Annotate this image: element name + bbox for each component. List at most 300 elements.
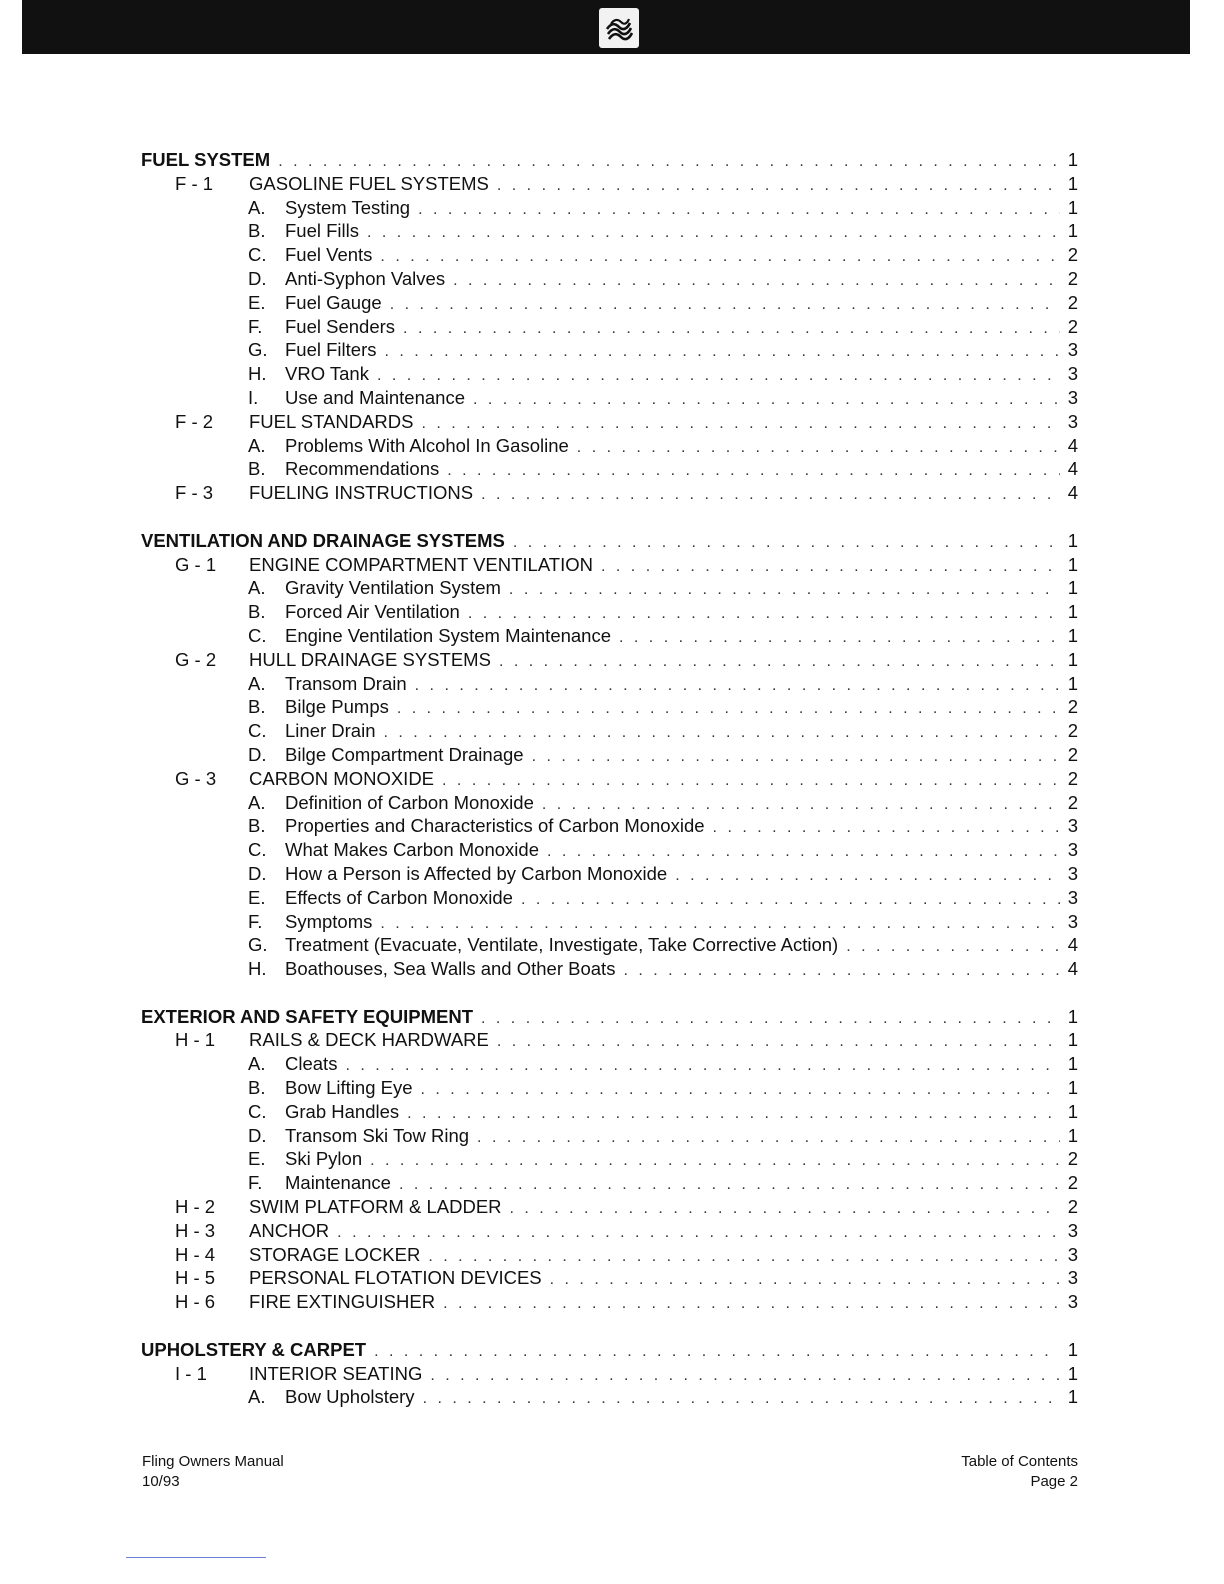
toc-item-code: G - 3 (175, 767, 217, 789)
toc-page-number: 4 (1067, 958, 1078, 980)
toc-entry-title: PERSONAL FLOTATION DEVICES (249, 1267, 542, 1289)
toc-entry-title: Fuel Filters (285, 339, 377, 361)
toc-page-number: 1 (1067, 1338, 1078, 1360)
toc-entry-title: Boathouses, Sea Walls and Other Boats (285, 958, 616, 980)
dot-leader (141, 1338, 1060, 1364)
toc-item-row[interactable] (0, 410, 1224, 434)
dot-leader (285, 1147, 1060, 1173)
toc-subitem-letter: F. (248, 1172, 263, 1194)
toc-subitem-letter: D. (248, 862, 267, 884)
toc-subitem-row[interactable] (0, 719, 1224, 743)
toc-page-number: 1 (1067, 1362, 1078, 1384)
toc-page-number: 2 (1067, 743, 1078, 765)
toc-subitem-letter: A. (248, 791, 266, 813)
toc-page-number: 1 (1067, 172, 1078, 194)
toc-page-number: 2 (1067, 291, 1078, 313)
leader-dots (497, 1030, 1060, 1054)
leader-dots (384, 721, 1061, 745)
toc-subitem-letter: A. (248, 1053, 266, 1075)
dot-leader (285, 576, 1060, 602)
toc-subitem-letter: B. (248, 601, 266, 623)
leader-dots (577, 436, 1060, 460)
dot-leader (285, 1124, 1060, 1150)
toc-entry-title: Maintenance (285, 1172, 391, 1194)
toc-entry-title: ANCHOR (249, 1219, 330, 1241)
leader-dots (418, 198, 1060, 222)
doc-section-label: Table of Contents (961, 1453, 1078, 1470)
leader-dots (397, 697, 1060, 721)
toc-subitem-letter: A. (248, 196, 266, 218)
leader-dots (367, 221, 1060, 245)
leader-dots (430, 1364, 1060, 1388)
toc-page-number: 1 (1067, 648, 1078, 670)
toc-page-number: 3 (1067, 862, 1078, 884)
toc-subitem-row[interactable] (0, 315, 1224, 339)
toc-page-number: 2 (1067, 267, 1078, 289)
toc-item-row[interactable] (0, 1290, 1224, 1314)
toc-entry-title: Treatment (Evacuate, Ventilate, Investigate, Take Corrective Action) (285, 934, 839, 956)
leader-dots (423, 1387, 1060, 1411)
dot-leader (249, 1243, 1060, 1269)
toc-item-code: F - 1 (175, 172, 214, 194)
dot-leader (285, 957, 1060, 983)
dot-leader (249, 1290, 1060, 1316)
toc-entry-title: Fuel Gauge (285, 291, 382, 313)
leader-dots (385, 340, 1061, 364)
toc-subitem-row[interactable] (0, 910, 1224, 934)
leader-dots (499, 650, 1060, 674)
dot-leader (285, 933, 1060, 959)
toc-entry-title: FUEL STANDARDS (249, 410, 414, 432)
manual-name: Fling Owners Manual (142, 1453, 284, 1470)
toc-entry-title: How a Person is Affected by Carbon Monoxide (285, 862, 668, 884)
toc-section-row[interactable] (0, 148, 1224, 172)
toc-subitem-letter: F. (248, 910, 263, 932)
toc-section (0, 1338, 1224, 1409)
toc-subitem-letter: E. (248, 886, 266, 908)
toc-page-number: 3 (1067, 1219, 1078, 1241)
dot-leader (249, 553, 1060, 579)
toc-item-row[interactable] (0, 1362, 1224, 1386)
toc-section (0, 529, 1224, 981)
toc-page-number: 3 (1067, 910, 1078, 932)
table-of-contents (0, 148, 1224, 1433)
toc-item-code: H - 4 (175, 1243, 216, 1265)
toc-subitem-row[interactable] (0, 672, 1224, 696)
toc-entry-title: FUELING INSTRUCTIONS (249, 482, 474, 504)
dot-leader (285, 910, 1060, 936)
toc-page-number: 2 (1067, 696, 1078, 718)
toc-item-row[interactable] (0, 767, 1224, 791)
leader-dots (403, 317, 1060, 341)
toc-subitem-letter: C. (248, 1100, 267, 1122)
dot-leader (285, 600, 1060, 626)
toc-page-number: 3 (1067, 886, 1078, 908)
leader-dots (421, 412, 1060, 436)
dot-leader (249, 410, 1060, 436)
toc-entry-title: CARBON MONOXIDE (249, 767, 435, 789)
toc-page-number: 1 (1067, 624, 1078, 646)
toc-subitem-letter: A. (248, 672, 266, 694)
dot-leader (249, 172, 1060, 198)
dot-leader (285, 291, 1060, 317)
toc-page-number: 2 (1067, 315, 1078, 337)
toc-page-number: 3 (1067, 839, 1078, 861)
toc-entry-title: Grab Handles (285, 1100, 400, 1122)
toc-page-number: 4 (1067, 458, 1078, 480)
toc-section (0, 1005, 1224, 1314)
toc-subitem-row[interactable] (0, 1147, 1224, 1171)
dot-leader (285, 1385, 1060, 1411)
toc-subitem-row[interactable] (0, 695, 1224, 719)
toc-subitem-letter: C. (248, 244, 267, 266)
toc-subitem-letter: A. (248, 577, 266, 599)
toc-subitem-row[interactable] (0, 243, 1224, 267)
toc-page-number: 1 (1067, 149, 1078, 170)
toc-subitem-row[interactable] (0, 291, 1224, 315)
leader-dots (468, 602, 1060, 626)
toc-section-row[interactable] (0, 1005, 1224, 1029)
dot-leader (285, 219, 1060, 245)
toc-page-number: 1 (1067, 1029, 1078, 1051)
toc-subitem-row[interactable] (0, 219, 1224, 243)
dot-leader (285, 862, 1060, 888)
toc-subitem-row[interactable] (0, 576, 1224, 600)
manual-date: 10/93 (142, 1473, 180, 1490)
toc-item-row[interactable] (0, 1266, 1224, 1290)
dot-leader (285, 695, 1060, 721)
toc-subitem-row[interactable] (0, 362, 1224, 386)
toc-subitem-letter: G. (248, 934, 268, 956)
toc-subitem-letter: B. (248, 1077, 266, 1099)
dot-leader (285, 338, 1060, 364)
toc-subitem-row[interactable] (0, 1385, 1224, 1409)
waves-logo-icon (599, 8, 639, 48)
toc-subitem-row[interactable] (0, 1100, 1224, 1124)
toc-entry-title: Cleats (285, 1053, 338, 1075)
toc-page-number: 1 (1067, 577, 1078, 599)
toc-page-number: 4 (1067, 482, 1078, 504)
leader-dots (370, 1149, 1060, 1173)
toc-entry-title: FUEL SYSTEM (141, 149, 271, 170)
toc-entry-title: Transom Ski Tow Ring (285, 1124, 470, 1146)
toc-subitem-letter: G. (248, 339, 268, 361)
leader-dots (345, 1054, 1060, 1078)
leader-dots (601, 555, 1060, 579)
dot-leader (285, 457, 1060, 483)
leader-dots (547, 840, 1060, 864)
dot-leader (141, 529, 1060, 555)
toc-entry-title: Liner Drain (285, 720, 376, 742)
toc-entry-title: RAILS & DECK HARDWARE (249, 1029, 489, 1051)
toc-subitem-letter: B. (248, 220, 266, 242)
toc-subitem-row[interactable] (0, 386, 1224, 410)
dot-leader (249, 1028, 1060, 1054)
dot-leader (285, 1171, 1060, 1197)
toc-subitem-row[interactable] (0, 196, 1224, 220)
dot-leader (285, 434, 1060, 460)
page-number: Page 2 (1030, 1473, 1078, 1490)
toc-page-number: 1 (1067, 220, 1078, 242)
dot-leader (249, 1195, 1060, 1221)
toc-page-number: 1 (1067, 1386, 1078, 1408)
dot-leader (285, 267, 1060, 293)
top-banner (22, 0, 1190, 54)
toc-entry-title: Bow Lifting Eye (285, 1077, 413, 1099)
dot-leader (285, 838, 1060, 864)
leader-dots (713, 816, 1060, 840)
toc-entry-title: UPHOLSTERY & CARPET (141, 1338, 367, 1360)
toc-subitem-letter: E. (248, 291, 266, 313)
toc-item-code: H - 6 (175, 1291, 216, 1313)
toc-item-row[interactable] (0, 1028, 1224, 1052)
toc-subitem-letter: I. (248, 386, 259, 408)
dot-leader (285, 719, 1060, 745)
toc-entry-title: VRO Tank (285, 363, 369, 385)
toc-page-number: 1 (1067, 672, 1078, 694)
toc-page-number: 2 (1067, 1148, 1078, 1170)
dot-leader (285, 362, 1060, 388)
toc-subitem-letter: H. (248, 958, 267, 980)
toc-subitem-letter: C. (248, 839, 267, 861)
leader-dots (521, 888, 1060, 912)
leader-dots (550, 1268, 1060, 1292)
toc-item-code: F - 3 (175, 482, 214, 504)
toc-item-row[interactable] (0, 172, 1224, 196)
dot-leader (249, 1362, 1060, 1388)
dot-leader (285, 243, 1060, 269)
footer-left (142, 1452, 284, 1492)
toc-page-number: 1 (1067, 1100, 1078, 1122)
toc-entry-title: Gravity Ventilation System (285, 577, 501, 599)
toc-subitem-row[interactable] (0, 791, 1224, 815)
toc-subitem-letter: D. (248, 743, 267, 765)
leader-dots (619, 626, 1060, 650)
toc-item-code: F - 2 (175, 410, 214, 432)
toc-entry-title: VENTILATION AND DRAINAGE SYSTEMS (141, 529, 505, 551)
toc-entry-title: Transom Drain (285, 672, 407, 694)
toc-page-number: 3 (1067, 1243, 1078, 1265)
toc-subitem-letter: A. (248, 434, 266, 456)
toc-subitem-row[interactable] (0, 338, 1224, 362)
toc-subitem-letter: C. (248, 624, 267, 646)
toc-subitem-row[interactable] (0, 457, 1224, 481)
toc-subitem-letter: H. (248, 363, 267, 385)
toc-page-number: 3 (1067, 815, 1078, 837)
toc-page-number: 4 (1067, 934, 1078, 956)
toc-subitem-row[interactable] (0, 434, 1224, 458)
toc-page-number: 2 (1067, 767, 1078, 789)
dot-leader (285, 196, 1060, 222)
toc-subitem-row[interactable] (0, 933, 1224, 957)
toc-entry-title: Effects of Carbon Monoxide (285, 886, 513, 908)
toc-entry-title: Bilge Pumps (285, 696, 389, 718)
divider-line (126, 1557, 266, 1558)
dot-leader (249, 1266, 1060, 1292)
toc-entry-title: ENGINE COMPARTMENT VENTILATION (249, 553, 594, 575)
toc-section-row[interactable] (0, 529, 1224, 553)
leader-dots (377, 364, 1060, 388)
toc-subitem-row[interactable] (0, 743, 1224, 767)
toc-item-code: H - 5 (175, 1267, 216, 1289)
toc-subitem-row[interactable] (0, 1124, 1224, 1148)
leader-dots (532, 745, 1060, 769)
toc-page-number: 3 (1067, 363, 1078, 385)
leader-dots (513, 531, 1060, 555)
leader-dots (443, 1292, 1060, 1316)
toc-item-code: H - 2 (175, 1196, 216, 1218)
toc-item-code: H - 1 (175, 1029, 216, 1051)
dot-leader (285, 814, 1060, 840)
toc-entry-title: Bilge Compartment Drainage (285, 743, 524, 765)
toc-entry-title: Fuel Senders (285, 315, 396, 337)
toc-entry-title: Fuel Vents (285, 244, 373, 266)
toc-page-number: 2 (1067, 720, 1078, 742)
toc-entry-title: GASOLINE FUEL SYSTEMS (249, 172, 489, 194)
toc-entry-title: Symptoms (285, 910, 373, 932)
leader-dots (421, 1078, 1060, 1102)
toc-subitem-row[interactable] (0, 267, 1224, 291)
leader-dots (846, 935, 1060, 959)
dot-leader (249, 1219, 1060, 1245)
toc-subitem-letter: B. (248, 458, 266, 480)
toc-subitem-letter: D. (248, 267, 267, 289)
toc-item-code: I - 1 (175, 1362, 207, 1384)
footer-right (961, 1452, 1078, 1492)
toc-page-number: 1 (1067, 601, 1078, 623)
leader-dots (337, 1221, 1060, 1245)
toc-page-number: 3 (1067, 386, 1078, 408)
toc-item-row[interactable] (0, 481, 1224, 505)
toc-item-code: G - 1 (175, 553, 217, 575)
toc-page-number: 1 (1067, 196, 1078, 218)
toc-item-row[interactable] (0, 1195, 1224, 1219)
dot-leader (285, 386, 1060, 412)
leader-dots (442, 769, 1060, 793)
toc-entry-title: System Testing (285, 196, 411, 218)
toc-entry-title: Fuel Fills (285, 220, 360, 242)
dot-leader (285, 1052, 1060, 1078)
toc-page-number: 2 (1067, 1196, 1078, 1218)
toc-entry-title: SWIM PLATFORM & LADDER (249, 1196, 502, 1218)
toc-entry-title: Use and Maintenance (285, 386, 465, 408)
toc-item-row[interactable] (0, 648, 1224, 672)
leader-dots (278, 150, 1060, 174)
leader-dots (542, 793, 1060, 817)
toc-subitem-letter: B. (248, 696, 266, 718)
toc-entry-title: INTERIOR SEATING (249, 1362, 423, 1384)
toc-entry-title: What Makes Carbon Monoxide (285, 839, 539, 861)
toc-page-number: 1 (1067, 1005, 1078, 1027)
leader-dots (510, 1197, 1060, 1221)
toc-subitem-row[interactable] (0, 1052, 1224, 1076)
leader-dots (623, 959, 1060, 983)
toc-subitem-row[interactable] (0, 957, 1224, 981)
toc-page-number: 3 (1067, 1267, 1078, 1289)
toc-entry-title: Engine Ventilation System Maintenance (285, 624, 612, 646)
leader-dots (497, 174, 1060, 198)
dot-leader (249, 767, 1060, 793)
toc-entry-title: Definition of Carbon Monoxide (285, 791, 534, 813)
leader-dots (380, 245, 1060, 269)
toc-page-number: 1 (1067, 1053, 1078, 1075)
toc-page-number: 1 (1067, 1124, 1078, 1146)
toc-entry-title: Bow Upholstery (285, 1386, 415, 1408)
toc-item-row[interactable] (0, 1219, 1224, 1243)
toc-subitem-row[interactable] (0, 624, 1224, 648)
leader-dots (473, 388, 1060, 412)
toc-section (0, 148, 1224, 505)
leader-dots (380, 912, 1060, 936)
toc-entry-title: HULL DRAINAGE SYSTEMS (249, 648, 491, 670)
toc-subitem-row[interactable] (0, 814, 1224, 838)
toc-subitem-letter: D. (248, 1124, 267, 1146)
leader-dots (447, 459, 1060, 483)
dot-leader (141, 1005, 1060, 1031)
dot-leader (285, 886, 1060, 912)
toc-page-number: 3 (1067, 339, 1078, 361)
leader-dots (453, 269, 1060, 293)
leader-dots (415, 674, 1060, 698)
toc-entry-title: STORAGE LOCKER (249, 1243, 421, 1265)
dot-leader (285, 791, 1060, 817)
toc-item-row[interactable] (0, 553, 1224, 577)
leader-dots (407, 1102, 1060, 1126)
toc-page-number: 2 (1067, 244, 1078, 266)
toc-page-number: 2 (1067, 791, 1078, 813)
dot-leader (141, 148, 1060, 174)
leader-dots (374, 1340, 1060, 1364)
dot-leader (285, 1076, 1060, 1102)
leader-dots (477, 1126, 1060, 1150)
leader-dots (428, 1245, 1060, 1269)
toc-page-number: 1 (1067, 553, 1078, 575)
toc-subitem-row[interactable] (0, 886, 1224, 910)
toc-subitem-row[interactable] (0, 862, 1224, 886)
dot-leader (285, 315, 1060, 341)
toc-subitem-row[interactable] (0, 838, 1224, 862)
leader-dots (390, 293, 1060, 317)
leader-dots (481, 483, 1060, 507)
toc-item-code: H - 3 (175, 1219, 216, 1241)
toc-entry-title: Ski Pylon (285, 1148, 363, 1170)
toc-subitem-row[interactable] (0, 600, 1224, 624)
leader-dots (399, 1173, 1060, 1197)
dot-leader (285, 743, 1060, 769)
dot-leader (285, 624, 1060, 650)
toc-page-number: 3 (1067, 1291, 1078, 1313)
toc-page-number: 1 (1067, 1077, 1078, 1099)
toc-subitem-row[interactable] (0, 1171, 1224, 1195)
toc-subitem-letter: B. (248, 815, 266, 837)
dot-leader (249, 481, 1060, 507)
toc-item-row[interactable] (0, 1243, 1224, 1267)
toc-subitem-letter: C. (248, 720, 267, 742)
dot-leader (285, 672, 1060, 698)
toc-entry-title: FIRE EXTINGUISHER (249, 1291, 436, 1313)
toc-subitem-letter: F. (248, 315, 263, 337)
toc-subitem-row[interactable] (0, 1076, 1224, 1100)
toc-entry-title: Recommendations (285, 458, 440, 480)
toc-page-number: 1 (1067, 529, 1078, 551)
toc-entry-title: Properties and Characteristics of Carbon Monoxide (285, 815, 705, 837)
toc-subitem-letter: A. (248, 1386, 266, 1408)
toc-page-number: 2 (1067, 1172, 1078, 1194)
toc-entry-title: Forced Air Ventilation (285, 601, 460, 623)
toc-section-row[interactable] (0, 1338, 1224, 1362)
toc-subitem-letter: E. (248, 1148, 266, 1170)
dot-leader (249, 648, 1060, 674)
